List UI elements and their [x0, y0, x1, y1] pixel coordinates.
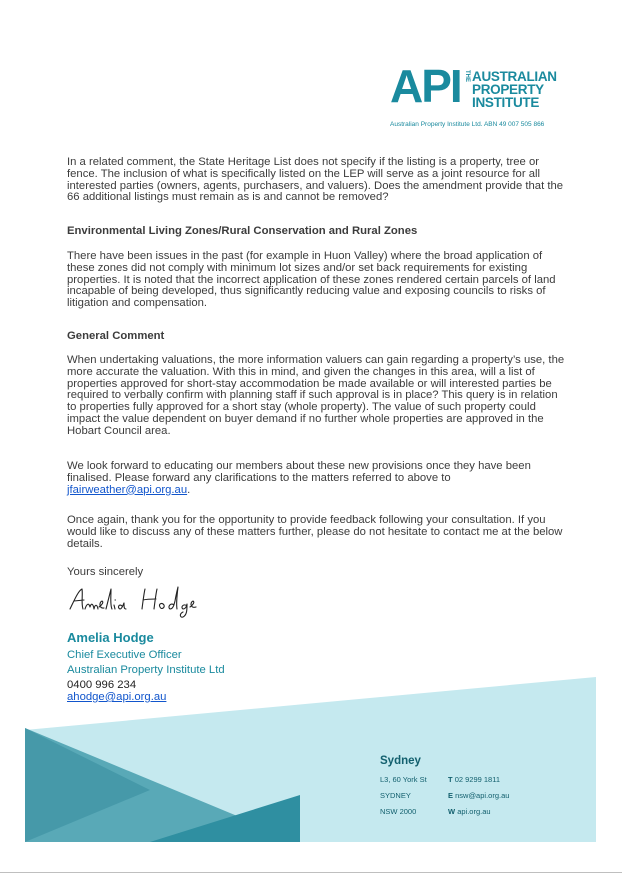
paragraph-heritage-list: In a related comment, the State Heritage List does not specify if the listing is a property, tree or fence. The inclusion of what is specifically listed on the LEP will serve as a joint resource for all interested parties (owners, agents, purchasers, and valuers). Does the amendment provide that the 66 additional listings must remain as is and cannot be removed? [67, 156, 564, 204]
signer-name: Amelia Hodge [67, 630, 154, 645]
abn-line: Australian Property Institute Ltd. ABN 49 007 505 866 [390, 121, 545, 128]
look-forward-text: We look forward to educating our members about these new provisions once they have been finalised. Please forward any clarifications to the matters referred to above to [67, 460, 531, 484]
paragraph-zones: There have been issues in the past (for example in Huon Valley) where the broad application of these zones did not comply with minimum lot sizes and/or set back requirements for existing properties. It is noted that the incorrect application of these zones rendered certain parcels of land incapable of being developed, thus significantly reducing value and exposing councils to risks of litigation and compensation. [67, 250, 556, 310]
jfairweather-email-link[interactable]: jfairweather@api.org.au [67, 483, 188, 496]
closing-line: Yours sincerely [67, 566, 144, 578]
logo-the: THE [464, 70, 470, 82]
address-line-3: NSW 2000 [380, 807, 417, 816]
email-label: E [448, 791, 454, 800]
signer-role: Chief Executive Officer [67, 649, 182, 661]
address-line-2: SYDNEY [380, 791, 411, 800]
address-line-1: L3, 60 York St [380, 775, 427, 784]
page-bottom-divider [0, 872, 622, 873]
web-label: W [448, 807, 456, 816]
logo-line-1: AUSTRALIAN [472, 69, 557, 84]
web-value[interactable]: api.org.au [457, 807, 491, 816]
footer-decoration [0, 670, 622, 850]
email-value[interactable]: nsw@api.org.au [455, 791, 510, 800]
paragraph-valuations: When undertaking valuations, the more information valuers can gain regarding a property’s use, the more accurate the valuation. With this in mind, and given the changes in this area, will a list of properties approved for short-stay accommodation be made available or will interested parties be required to verbally confirm with planning staff if such approval is in place? This query is in relation to properties fully approved for a short stay (whole property). The value of such property could impact the value dependent on buyer demand if no further whole properties are approved in the Hobart Council area. [67, 354, 565, 437]
office-city: Sydney [380, 755, 421, 767]
look-forward-end: . [187, 483, 191, 496]
phone-value: 02 9299 1811 [454, 775, 501, 784]
logo-line-2: PROPERTY [472, 82, 544, 97]
logo-line-3: INSTITUTE [472, 95, 540, 110]
signer-organisation: Australian Property Institute Ltd [67, 664, 225, 676]
logo-abbr: API [390, 60, 461, 112]
footer-phone [448, 775, 500, 784]
footer-web [448, 807, 491, 816]
signer-phone: 0400 996 234 [67, 679, 137, 691]
signer-email-link[interactable]: ahodge@api.org.au [67, 691, 167, 703]
footer-email [448, 791, 509, 800]
api-logo [390, 60, 560, 112]
handwritten-signature [66, 583, 206, 619]
paragraph-thank-you: Once again, thank you for the opportunity to provide feedback following your consultation. If you would like to discuss any of these matters further, please do not hesitate to contact me at the below details. [67, 514, 563, 550]
paragraph-look-forward [67, 461, 567, 496]
heading-environmental-zones: Environmental Living Zones/Rural Conservation and Rural Zones [67, 225, 418, 237]
heading-general-comment: General Comment [67, 330, 165, 342]
phone-label: T [448, 775, 453, 784]
